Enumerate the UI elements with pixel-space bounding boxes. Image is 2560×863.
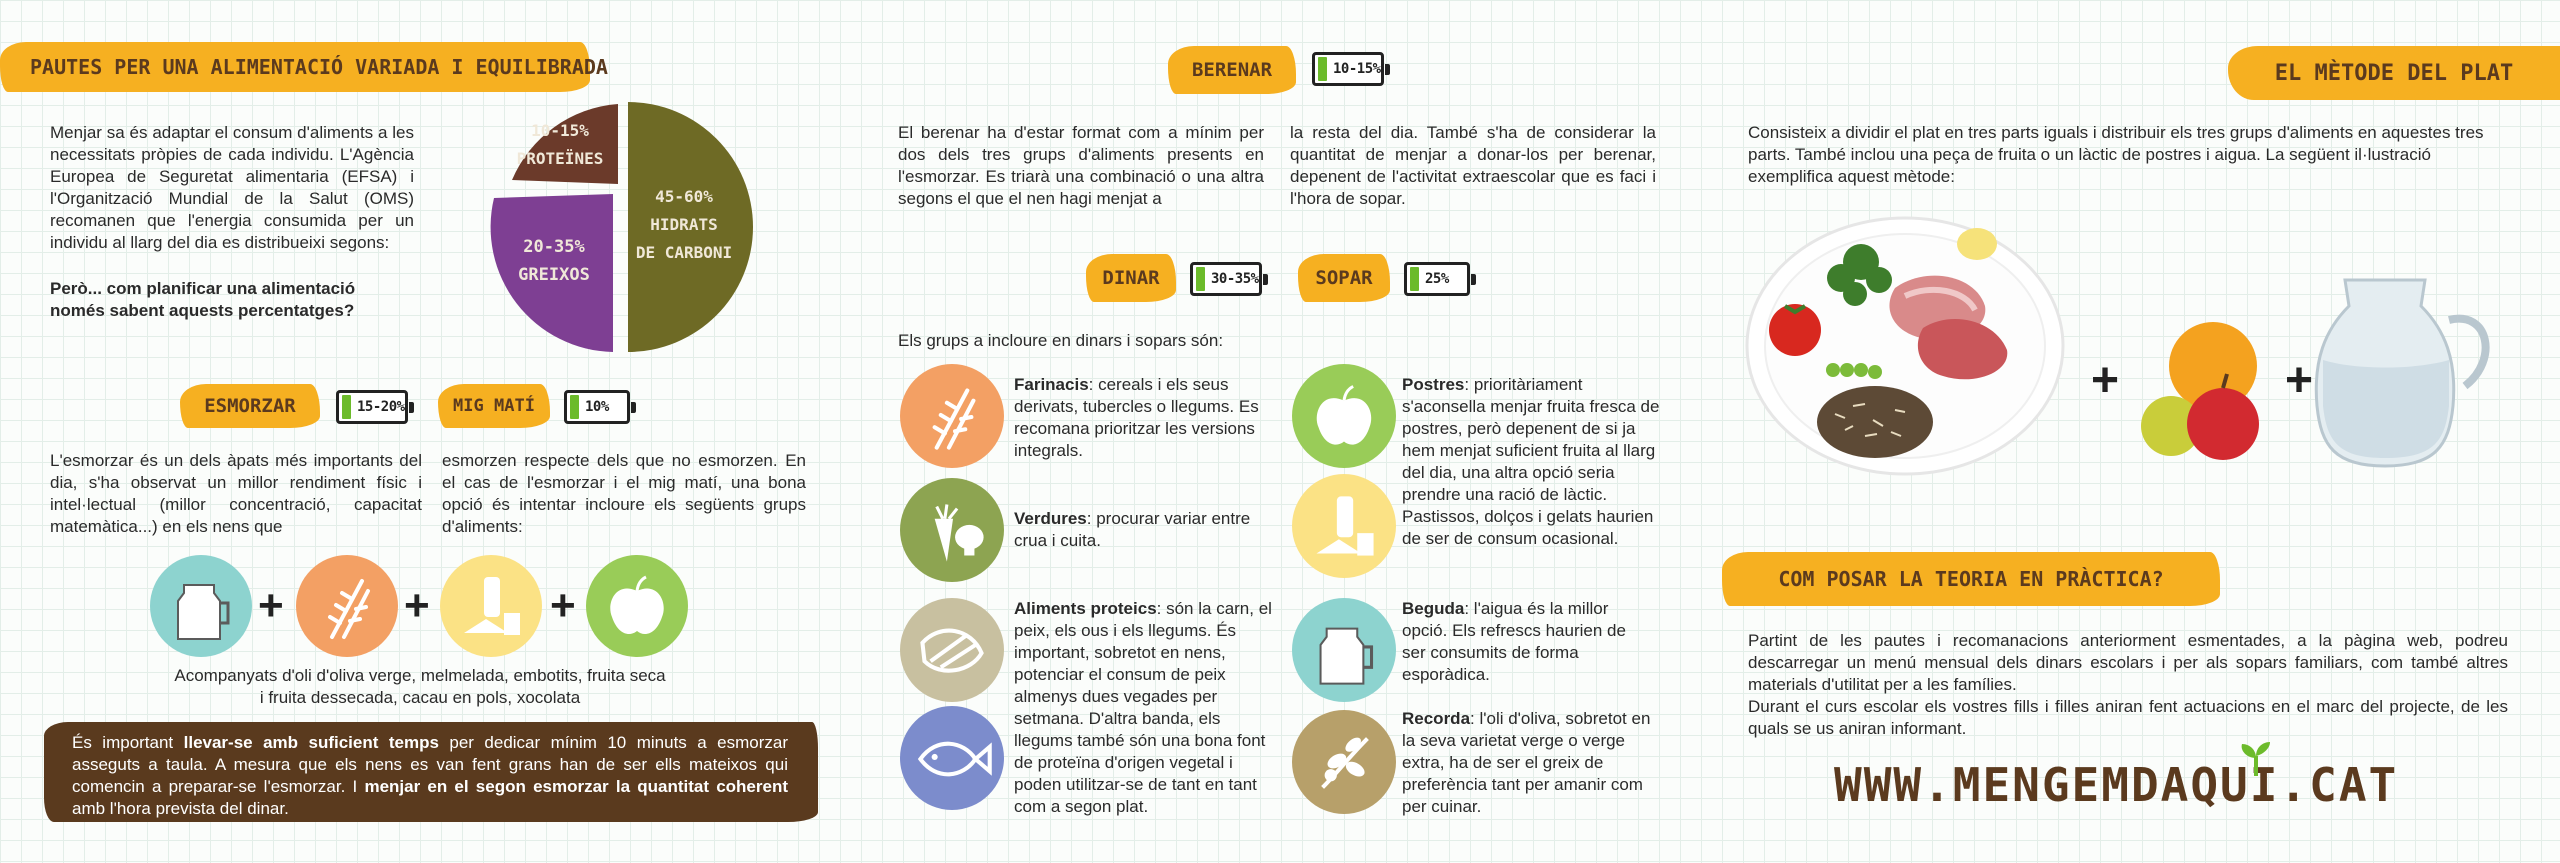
lactics-circle (1292, 474, 1396, 578)
pie-slice-proteins (512, 104, 618, 184)
energy-pie-chart (488, 98, 758, 362)
group-recorda-text: : l'oli d'oliva, sobretot en la seva varietat verge o verge extra, ha de ser el greix de preferència tant per amanir com per cuinar. (1402, 709, 1651, 816)
sprout-icon (2236, 742, 2276, 776)
group-postres (1402, 374, 1662, 550)
migmati-label: MIG MATÍ (453, 396, 535, 416)
group-farinacis-text: : cereals i els seus derivats, tubercles o llegums. Es recomana prioritzar les versions integrals. (1014, 375, 1259, 460)
group-verdures (1014, 508, 1276, 552)
esmorzar-note (72, 732, 788, 820)
group-verdures-text: : procurar variar entre crua i cuita. (1014, 509, 1251, 550)
note-b: llevar-se amb suficient temps (183, 733, 439, 752)
title-banner-pautes (0, 42, 608, 92)
group-beguda-text: : l'aigua és la millor opció. Els refrescs haurien de ser consumits de forma esporàdica. (1402, 599, 1626, 684)
plus-icon: + (404, 581, 430, 630)
cheese-icon (440, 555, 542, 657)
pautes-title: PAUTES PER UNA ALIMENTACIÓ VARIADA I EQUILIBRADA (30, 55, 608, 79)
pie-label-proteins-1: 10-15% (531, 121, 589, 140)
milk-icon (150, 555, 252, 657)
pie-label-carbs-2: HIDRATS (650, 215, 718, 234)
note-a: És important (72, 733, 184, 752)
teoria-text-b: Durant el curs escolar els vostres fills i filles aniran fent actuacions en el marc del projecte, de les quals se us aniran informant. (1748, 697, 2508, 738)
migmati-banner (438, 384, 550, 428)
teoria-banner (1722, 552, 2220, 606)
caption-line2: i fruita dessecada, cacau en pols, xocolata (259, 688, 581, 707)
cheese-icon (1292, 474, 1396, 578)
note-c: per dedicar mínim 10 minuts a esmorzar asseguts a taula. A mesura que els nens es van fent grans han de ser ells mateixos qui comencin a preparar-se l'esmorzar. I (72, 733, 789, 796)
battery-fill (1196, 267, 1205, 291)
apple-icon (586, 555, 688, 657)
pautes-intro: Menjar sa és adaptar el consum d'aliments a les necessitats pròpies de cada individu. L'Agència Europea de Seguretat alimentaria (EFSA) i l'Organització Mundial de la Salut (OMS) recomanen que l'energia consumida per un individu al llarg del dia es distribueixi segons: (50, 123, 414, 252)
recorda-circle (1292, 710, 1396, 814)
fish-circle (900, 706, 1004, 810)
dinar-battery-label: 30-35% (1211, 271, 1259, 287)
note-e: amb l'hora prevista del dinar. (72, 799, 289, 818)
caption-line1: Acompanyats d'oli d'oliva verge, melmelada, embotits, fruita seca (174, 666, 666, 685)
olive-icon (1292, 710, 1396, 814)
wheat-icon (296, 555, 398, 657)
url-part2: DAQUI.CAT (2130, 758, 2399, 812)
website-url[interactable] (1834, 758, 2398, 812)
proteics-circle (900, 598, 1004, 702)
group-recorda-title: Recorda (1402, 709, 1471, 728)
groups-intro: Els grups a incloure en dinars i sopars són: (898, 331, 1224, 350)
fish-icon (900, 706, 1004, 810)
plus-icon: + (2091, 354, 2120, 407)
pie-label-proteins-2: PROTEÏNES (516, 149, 604, 168)
beguda-circle (1292, 598, 1396, 702)
plus-icon: + (550, 581, 576, 630)
teoria-title: COM POSAR LA TEORIA EN PRÀCTICA? (1778, 567, 2164, 591)
teoria-text-a: Partint de les pautes i recomanacions anteriorment esmentades, a la pàgina web, podreu descarregar un menú mensual dels dinars escolars i per als sopars familiars, com també altres materials d'utilitat per a les famílies. (1748, 631, 2508, 694)
sopar-battery-label: 25% (1425, 271, 1449, 287)
battery-fill (342, 395, 351, 419)
group-verdures-title: Verdures (1014, 509, 1087, 528)
esmorzar-battery-label: 15-20% (357, 399, 405, 415)
metode-banner (2228, 46, 2560, 100)
esmorzar-label: ESMORZAR (204, 395, 296, 417)
group-farinacis (1014, 374, 1268, 462)
verdures-circle (900, 478, 1004, 582)
dinar-label: DINAR (1102, 267, 1160, 289)
milk-circle (150, 555, 252, 657)
plate-illustration (1745, 210, 2535, 480)
migmati-battery (564, 390, 630, 424)
pie-label-fats-1: 20-35% (523, 237, 585, 257)
lemon-icon (1957, 228, 1997, 260)
sopar-label: SOPAR (1315, 267, 1373, 289)
group-farinacis-title: Farinacis (1014, 375, 1089, 394)
farinacis-circle (900, 364, 1004, 468)
wheat-icon (900, 364, 1004, 468)
berenar-label: BERENAR (1191, 59, 1273, 81)
group-beguda-title: Beguda (1402, 599, 1465, 618)
postres-circle (1292, 364, 1396, 468)
plus-icon: + (2285, 354, 2314, 407)
water-jug-icon (2316, 280, 2485, 466)
esmorzar-battery (336, 390, 408, 424)
esmorzar-banner (180, 384, 320, 428)
migmati-battery-label: 10% (585, 399, 609, 415)
url-part1: WWW.MENGEM (1834, 758, 2131, 812)
wheat-circle (296, 555, 398, 657)
battery-fill (1318, 57, 1327, 81)
meat-icon (900, 598, 1004, 702)
plus-icon: + (258, 581, 284, 630)
dinar-battery (1190, 262, 1262, 296)
battery-fill (1410, 267, 1419, 291)
group-postres-title: Postres (1402, 375, 1465, 394)
berenar-text-col2: la resta del dia. També s'ha de considerar la quantitat de menjar a donar-los per berenar, depenent de l'activitat extraescolar que es faci i l'hora de sopar. (1290, 123, 1656, 208)
esmorzar-text-col1: L'esmorzar és un dels àpats més importants del dia, s'ha observat un millor rendiment físic i intel·lectual (millor concentració, capacitat matemàtica...) en els nens que (50, 451, 422, 536)
berenar-battery-label: 10-15% (1333, 61, 1381, 77)
apple-icon (2187, 388, 2259, 460)
sopar-battery (1404, 262, 1470, 296)
group-proteics-title: Aliments proteics (1014, 599, 1157, 618)
pie-label-carbs-3: DE CARBONI (635, 243, 733, 262)
group-proteics (1014, 598, 1276, 818)
group-proteics-text: : són la carn, el peix, els ous i els llegums. És important, sobretot en nens, potenciar el consum de peix almenys dues vegades per setmana. D'altra banda, els llegums també són una bona font de proteïna d'origen vegetal i poden utilitzar-se de tant en tant com a segon plat. (1014, 599, 1272, 816)
metode-title: EL MÈTODE DEL PLAT (2274, 60, 2514, 86)
fruit-circle (586, 555, 688, 657)
note-d: menjar en el segon esmorzar la quantitat coherent (364, 777, 788, 796)
berenar-banner (1168, 46, 1296, 94)
pie-label-carbs-1: 45-60% (655, 187, 713, 206)
dinar-banner (1086, 254, 1176, 302)
apple-icon (1292, 364, 1396, 468)
group-postres-text: : prioritàriament s'aconsella menjar fruita fresca de postres, però depenent de si ja hem menjat suficient fruita al llarg del dia, una altra opció seria prendre una ració de làctic. Pastissos, dolços i gelats haurien de ser de consum ocasional. (1402, 375, 1660, 548)
esmorzar-text-col2: esmorzen respecte dels que no esmorzen. En el cas de l'esmorzar i el mig matí, una bona opció és intentar incloure els següents grups d'aliments: (442, 451, 806, 536)
jug-icon (1292, 598, 1396, 702)
pautes-question: Però... com planificar una alimentació només sabent aquests percentatges? (50, 279, 356, 320)
berenar-battery (1312, 52, 1384, 86)
carrot-icon (900, 478, 1004, 582)
battery-fill (570, 395, 579, 419)
metode-intro: Consisteix a dividir el plat en tres parts iguals i distribuir els tres grups d'aliments en aquestes tres parts. També inclou una peça de fruita o un làctic de postres i aigua. La següent il·lustració exemplifica aquest mètode: (1748, 123, 2484, 186)
sopar-banner (1298, 254, 1390, 302)
group-recorda (1402, 708, 1656, 818)
group-beguda (1402, 598, 1654, 686)
berenar-text-col1: El berenar ha d'estar format com a mínim per dos dels tres grups d'aliments presents en l'esmorzar. Es triarà una combinació o una altra segons el que el nen hagi menjat a (898, 123, 1264, 208)
pie-label-fats-2: GREIXOS (518, 265, 590, 285)
dairy-circle (440, 555, 542, 657)
